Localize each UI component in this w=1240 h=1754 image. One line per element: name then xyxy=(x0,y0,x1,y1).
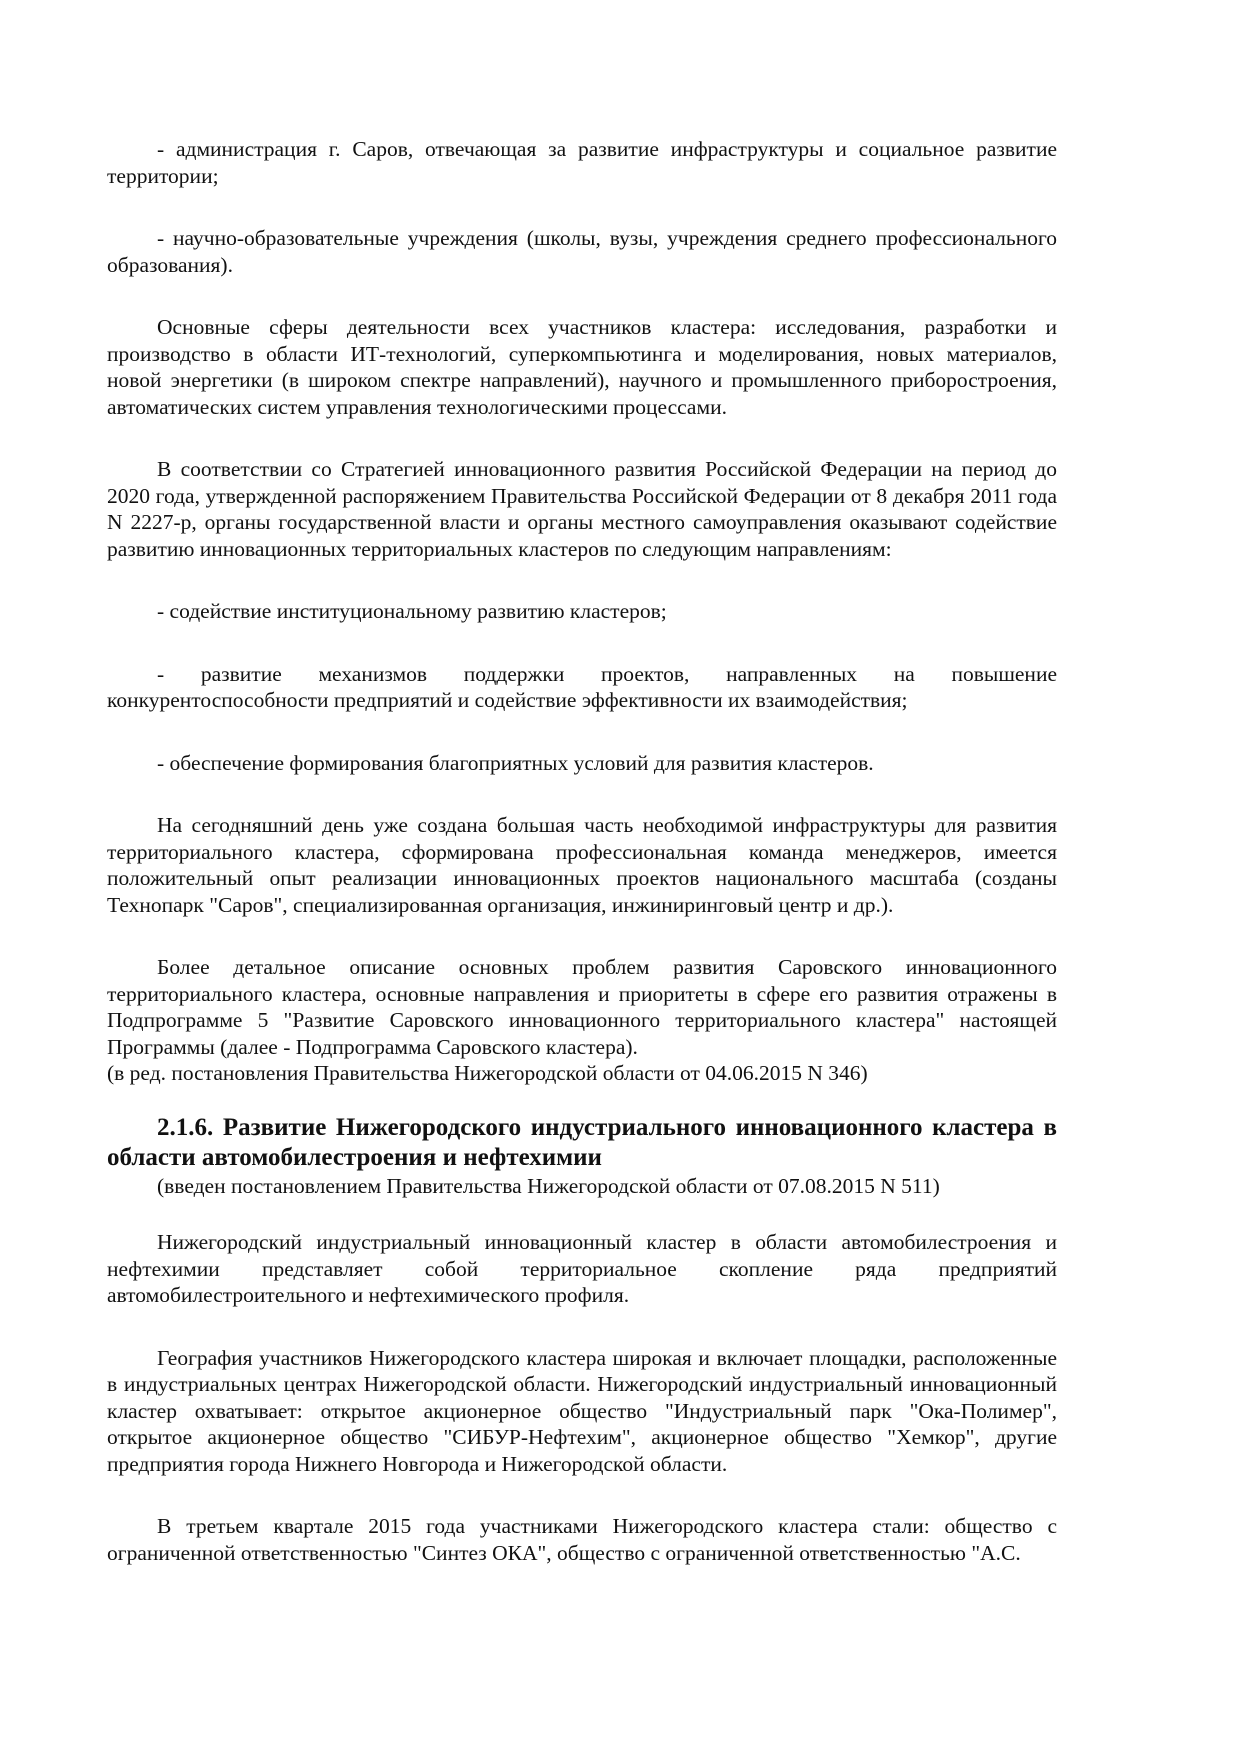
paragraph-cluster-definition: Нижегородский индустриальный инновационный кластер в области автомобилестроения и нефтехимии представляет собой территориальное скопление ряда предприятий автомобилестроительного и нефтехимического профиля. xyxy=(107,1230,1057,1307)
list-item-support-mechanisms: - развитие механизмов поддержки проектов, направленных на повышение конкурентоспособности предприятий и содействие эффективности их взаимодействия; xyxy=(107,661,1057,712)
paragraph-innovation-strategy: В соответствии со Стратегией инновационного развития Российской Федерации на период до 2020 года, утвержденной распоряжением Правительства Российской Федерации от 8 декабря 2011 года N 2227-р, органы государственной власти и органы местного самоуправления оказывают содействие развитию инновационных территориальных кластеров по следующим направлениям: xyxy=(107,457,1057,561)
paragraph-educational-institutions: - научно-образовательные учреждения (школы, вузы, учреждения среднего профессионального образования). xyxy=(107,226,1057,277)
amendment-note: (в ред. постановления Правительства Нижегородской области от 04.06.2015 N 346) xyxy=(107,1061,868,1085)
list-item-favorable-conditions: - обеспечение формирования благоприятных условий для развития кластеров. xyxy=(157,750,874,775)
list-item-institutional-development: - содействие институциональному развитию кластеров; xyxy=(157,599,667,623)
paragraph-infrastructure-created: На сегодняшний день уже создана большая часть необходимой инфраструктуры для развития территориального кластера, сформирована профессиональная команда менеджеров, имеется положительный опыт реализации инновационных проектов национального масштаба (созданы Технопарк "Саров", специализированная организация, инжиниринговый центр и др.). xyxy=(107,813,1057,917)
paragraph-detailed-description: Более детальное описание основных проблем развития Саровского инновационного территориального кластера, основные направления и приоритеты в сфере его развития отражены в Подпрограмме 5 "Развитие Саровского инновационного территориального кластера" настоящей Программы (далее - Подпрограмма Саровского кластера). xyxy=(107,955,1057,1059)
document-page xyxy=(107,136,1057,1587)
paragraph-admin-sarov: - администрация г. Саров, отвечающая за развитие инфраструктуры и социальное развитие территории; xyxy=(107,137,1057,188)
paragraph-third-quarter-participants: В третьем квартале 2015 года участниками Нижегородского кластера стали: общество с ограниченной ответственностью "Синтез ОКА", общество с ограниченной ответственностью "А.С. xyxy=(107,1514,1057,1565)
section-note: (введен постановлением Правительства Нижегородской области от 07.08.2015 N 511) xyxy=(157,1173,940,1198)
paragraph-cluster-geography: География участников Нижегородского кластера широкая и включает площадки, расположенные в индустриальных центрах Нижегородской области. Нижегородский индустриальный инновационный кластер охватывает: открытое акционерное общество "Индустриальный парк "Ока-Полимер", открытое акционерное общество "СИБУР-Нефтехим", акционерное общество "Хемкор", другие предприятия города Нижнего Новгорода и Нижегородской области. xyxy=(107,1345,1057,1476)
section-heading: 2.1.6. Развитие Нижегородского индустриального инновационного кластера в области автомобилестроения и нефтехимии xyxy=(107,1113,1057,1171)
paragraph-activity-spheres: Основные сферы деятельности всех участников кластера: исследования, разработки и производство в области ИТ-технологий, суперкомпьютинга и моделирования, новых материалов, новой энергетики (в широком спектре направлений), научного и промышленного приборостроения, автоматических систем управления технологическими процессами. xyxy=(107,315,1057,419)
